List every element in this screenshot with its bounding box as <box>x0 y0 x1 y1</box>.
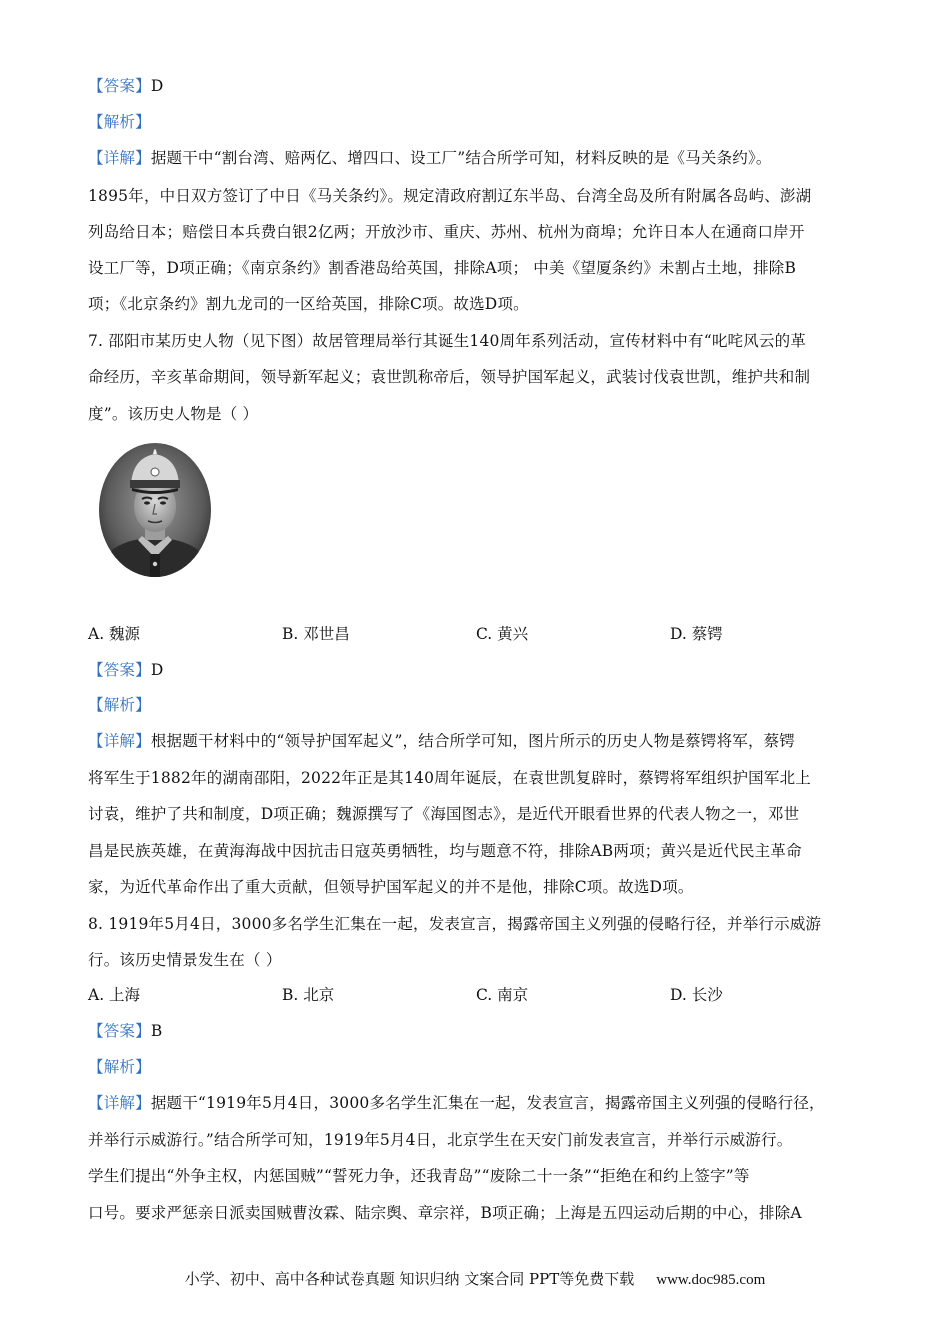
answer-tag: 【答案】 <box>88 77 151 95</box>
answer-value: B <box>150 1022 163 1040</box>
answer-line <box>88 1021 162 1041</box>
option-c[interactable]: C. 南京 <box>476 986 529 1004</box>
answer-value: D <box>150 661 164 679</box>
question-8-line: 行。该历史情景发生在（ ） <box>88 951 282 969</box>
option-b[interactable]: B. 邓世昌 <box>282 625 350 643</box>
detail-tag: 【详解】 <box>88 1094 151 1112</box>
footer-text: 小学、初中、高中各种试卷真题 知识归纳 文案合同 PPT等免费下载 <box>184 1270 635 1288</box>
detail-line: 口号。要求严惩亲日派卖国贼曹汝霖、陆宗舆、章宗祥，B项正确；上海是五四运动后期的中心，排除A <box>88 1204 802 1222</box>
question-7-line: 度”。该历史人物是（ ） <box>88 405 259 423</box>
detail-line: 项；《北京条约》割九龙司的一区给英国，排除C项。故选D项。 <box>88 295 529 313</box>
historical-figure-portrait <box>98 442 212 578</box>
option-d[interactable]: D. 蔡锷 <box>670 625 723 643</box>
page-footer <box>0 1269 950 1290</box>
answer-line <box>88 660 163 680</box>
answer-tag: 【答案】 <box>88 661 151 679</box>
detail-text: 据题干中“割台湾、赔两亿、增四口、设工厂”结合所学可知，材料反映的是《马关条约》。 <box>150 149 772 167</box>
analysis-tag: 【解析】 <box>88 1058 151 1076</box>
option-a[interactable]: A. 上海 <box>88 986 141 1004</box>
answer-line <box>88 76 163 96</box>
option-b[interactable]: B. 北京 <box>282 986 335 1004</box>
analysis-line <box>88 695 151 715</box>
option-a[interactable]: A. 魏源 <box>88 625 141 643</box>
detail-tag: 【详解】 <box>88 149 151 167</box>
detail-text: 据题干“1919年5月4日，3000多名学生汇集在一起，发表宣言，揭露帝国主义列强的侵略行径， <box>150 1094 825 1112</box>
question-7-line: 7. 邵阳市某历史人物（见下图）故居管理局举行其诞生140周年系列活动，宣传材料中有“叱咤风云的革 <box>88 332 807 350</box>
answer-value: D <box>150 77 164 95</box>
analysis-line <box>88 112 151 132</box>
question-7-line: 命经历，辛亥革命期间，领导新军起义；袁世凯称帝后，领导护国军起义，武装讨伐袁世凯，维护共和制 <box>88 368 811 386</box>
analysis-line <box>88 1057 151 1077</box>
detail-line: 家，为近代革命作出了重大贡献，但领导护国军起义的并不是他，排除C项。故选D项。 <box>88 878 694 896</box>
detail-tag: 【详解】 <box>88 732 151 750</box>
answer-tag: 【答案】 <box>88 1022 151 1040</box>
detail-line <box>88 148 772 168</box>
option-d[interactable]: D. 长沙 <box>670 986 723 1004</box>
detail-line <box>88 731 795 751</box>
analysis-tag: 【解析】 <box>88 696 151 714</box>
analysis-tag: 【解析】 <box>88 113 151 131</box>
detail-line: 将军生于1882年的湖南邵阳，2022年正是其140周年诞辰，在袁世凯复辟时，蔡锷将军组织护国军北上 <box>88 769 811 787</box>
question-8-line: 8. 1919年5月4日，3000多名学生汇集在一起，发表宣言，揭露帝国主义列强的侵略行径，并举行示威游 <box>88 915 822 933</box>
detail-line: 并举行示威游行。”结合所学可知，1919年5月4日，北京学生在天安门前发表宣言，并举行示威游行。 <box>88 1131 793 1149</box>
detail-line: 学生们提出“外争主权，内惩国贼”“誓死力争，还我青岛”“废除二十一条”“拒绝在和约上签字”等 <box>88 1167 750 1185</box>
footer-site-link[interactable]: www.doc985.com <box>656 1272 766 1288</box>
detail-line: 昌是民族英雄，在黄海海战中因抗击日寇英勇牺牲，均与题意不符，排除AB两项；黄兴是近代民主革命 <box>88 842 802 860</box>
detail-line: 设工厂等，D项正确；《南京条约》割香港岛给英国，排除A项； 中美《望厦条约》未割占土地，排除B <box>88 259 797 277</box>
option-c[interactable]: C. 黄兴 <box>476 625 529 643</box>
detail-line: 讨袁，维护了共和制度，D项正确；魏源撰写了《海国图志》，是近代开眼看世界的代表人物之一，邓世 <box>88 805 800 823</box>
detail-line: 列岛给日本；赔偿日本兵费白银2亿两；开放沙市、重庆、苏州、杭州为商埠；允许日本人在通商口岸开 <box>88 223 805 241</box>
detail-line <box>88 1093 825 1113</box>
detail-line: 1895年，中日双方签订了中日《马关条约》。规定清政府割辽东半岛、台湾全岛及所有附属各岛屿、澎湖 <box>88 187 812 205</box>
detail-text: 根据题干材料中的“领导护国军起义”，结合所学可知，图片所示的历史人物是蔡锷将军，蔡锷 <box>150 732 796 750</box>
